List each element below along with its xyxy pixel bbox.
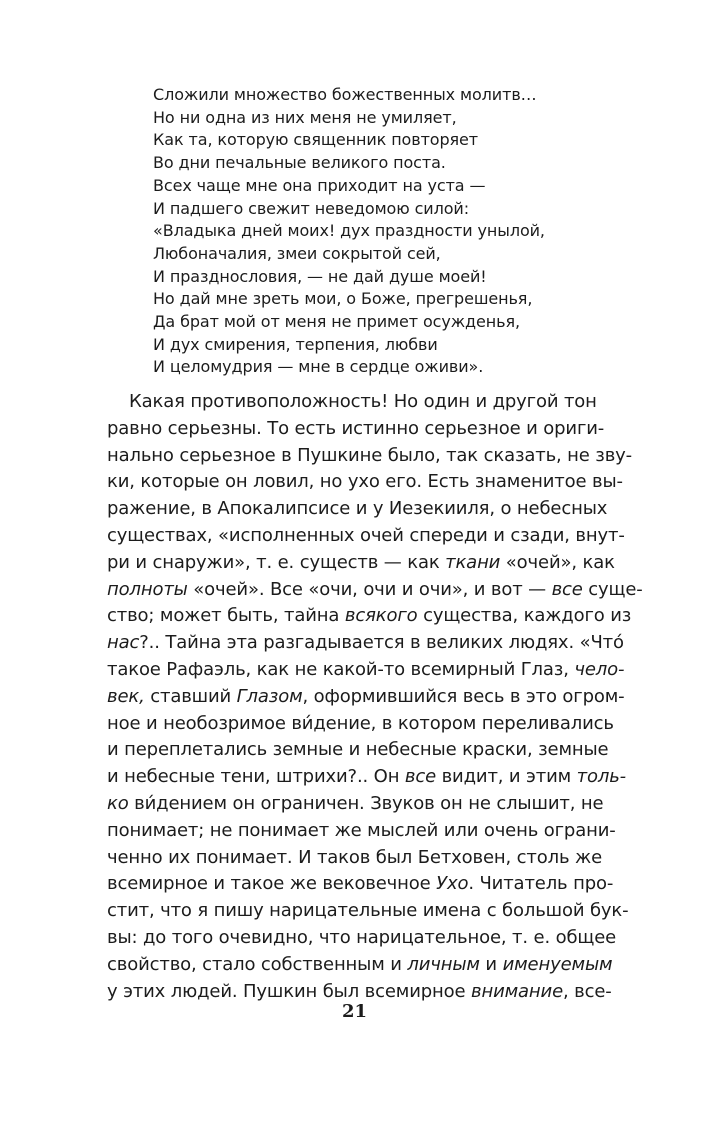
text-segment: ченно их понимает. И таков был Бетховен, столь же xyxy=(107,846,603,868)
text-segment: видит, и этим xyxy=(436,766,577,788)
text-segment: , оформившийся весь в это огром- xyxy=(302,685,625,707)
italic-text: нас xyxy=(107,632,140,654)
italic-text: чело- xyxy=(574,658,625,680)
italic-text: Глазом xyxy=(236,685,303,707)
poem-line: Во дни печальные великого поста. xyxy=(153,153,446,173)
text-segment: равно серьезны. То есть истинно серьезное и ориги- xyxy=(107,417,605,439)
text-segment: ки, которые он ловил, но ухо его. Есть знаменитое вы- xyxy=(107,471,623,493)
prose-paragraph xyxy=(107,389,643,1005)
text-segment: ставший xyxy=(144,685,237,707)
italic-text: ко xyxy=(107,792,129,814)
text-segment: , все- xyxy=(563,980,612,1002)
italic-text: толь- xyxy=(576,766,627,788)
prose-line xyxy=(107,764,627,791)
prose-line xyxy=(107,416,605,443)
text-segment: ри и снаружи», т. е. существ — как xyxy=(107,551,446,573)
text-segment: «очей», как xyxy=(500,551,615,573)
poem-line: Да брат мой от меня не примет осужденья, xyxy=(153,312,520,332)
prose-line xyxy=(107,443,633,470)
text-segment: свойство, стало собственным и xyxy=(107,953,408,975)
italic-text: ткани xyxy=(445,551,501,573)
italic-text: Ухо xyxy=(436,873,469,895)
poem-line: И целомудрия — мне в сердце оживи». xyxy=(153,357,484,377)
poem-line: Как та, которую священник повторяет xyxy=(153,130,479,150)
poem-line: И падшего свежит неведомою силой: xyxy=(153,198,469,218)
prose-line xyxy=(107,389,597,416)
text-segment: понимает; не понимает же мыслей или очень ограни- xyxy=(107,819,616,841)
text-segment: существах, «исполненных очей спереди и сзади, внут- xyxy=(107,524,625,546)
poem-line: Но дай мне зреть мои, о Боже, прегрешенья, xyxy=(153,289,533,309)
text-segment: существа, каждого из xyxy=(417,605,632,627)
prose-line xyxy=(107,523,625,550)
prose-line xyxy=(107,657,625,684)
text-segment: вы: до того очевидно, что нарицательное, т. е. общее xyxy=(107,926,617,948)
poem-block xyxy=(153,84,583,379)
poem-line: Всех чаще мне она приходит на уста — xyxy=(153,175,486,195)
text-segment: и переплетались земные и небесные краски, земные xyxy=(107,739,609,761)
prose-line xyxy=(107,711,614,738)
prose-line xyxy=(107,871,614,898)
prose-line xyxy=(107,496,608,523)
text-segment: у этих людей. Пушкин был всемирное xyxy=(107,980,471,1002)
italic-text: именуемым xyxy=(502,953,613,975)
text-segment: ство; может быть, тайна xyxy=(107,605,345,627)
poem-line: Сложили множество божественных молитв… xyxy=(153,85,537,104)
prose-line xyxy=(107,952,613,979)
prose-line xyxy=(107,737,609,764)
text-segment: ное и необозримое ви́дение, в котором переливались xyxy=(107,712,614,734)
poem-line: Любоначалия, змеи сокрытой сей, xyxy=(153,243,441,263)
text-segment: ?.. Тайна эта разгадывается в великих людях. «Что́ xyxy=(139,632,624,654)
prose-line xyxy=(107,550,615,577)
prose-line xyxy=(107,898,629,925)
prose-line xyxy=(107,577,643,604)
prose-line xyxy=(107,469,623,496)
poem-line: И празднословия, — не дай душе моей! xyxy=(153,266,487,286)
italic-text: внимание xyxy=(471,980,564,1002)
prose-line xyxy=(107,630,624,657)
text-segment: нально серьезное в Пушкине было, так сказать, не зву- xyxy=(107,444,633,466)
page-number: 21 xyxy=(341,1001,368,1022)
prose-line xyxy=(107,925,617,952)
prose-line xyxy=(107,845,603,872)
italic-text: все xyxy=(404,766,437,788)
text-segment: ражение, в Апокалипсисе и у Иезекииля, о небесных xyxy=(107,498,608,520)
text-segment: такое Рафаэль, как не какой-то всемирный Глаз, xyxy=(107,658,575,680)
poem-line: И дух смирения, терпения, любви xyxy=(153,334,438,354)
text-segment: «очей». Все «очи, очи и очи», и вот — xyxy=(187,578,552,600)
text-segment: . Читатель про- xyxy=(468,873,614,895)
poem-line: Но ни одна из них меня не умиляет, xyxy=(153,107,457,127)
poem-line: «Владыка дней моих! дух праздности унылой, xyxy=(153,221,545,241)
italic-text: век, xyxy=(107,685,145,707)
text-segment: всемирное и такое же вековечное xyxy=(107,873,437,895)
italic-text: полноты xyxy=(107,578,188,600)
italic-text: все xyxy=(551,578,583,600)
italic-text: всякого xyxy=(344,605,418,627)
text-segment: Какая противоположность! Но один и другой тон xyxy=(129,391,597,412)
prose-line xyxy=(107,684,625,711)
text-segment: стит, что я пишу нарицательные имена с большой бук- xyxy=(107,900,629,922)
prose-line xyxy=(107,603,632,630)
prose-line xyxy=(107,791,604,818)
text-segment: и небесные тени, штрихи?.. Он xyxy=(107,766,405,788)
text-segment: ви́дением он ограничен. Звуков он не слышит, не xyxy=(128,792,604,814)
italic-text: личным xyxy=(407,953,480,975)
prose-line xyxy=(107,818,616,845)
text-segment: суще- xyxy=(582,578,643,600)
text-segment: и xyxy=(479,953,503,975)
